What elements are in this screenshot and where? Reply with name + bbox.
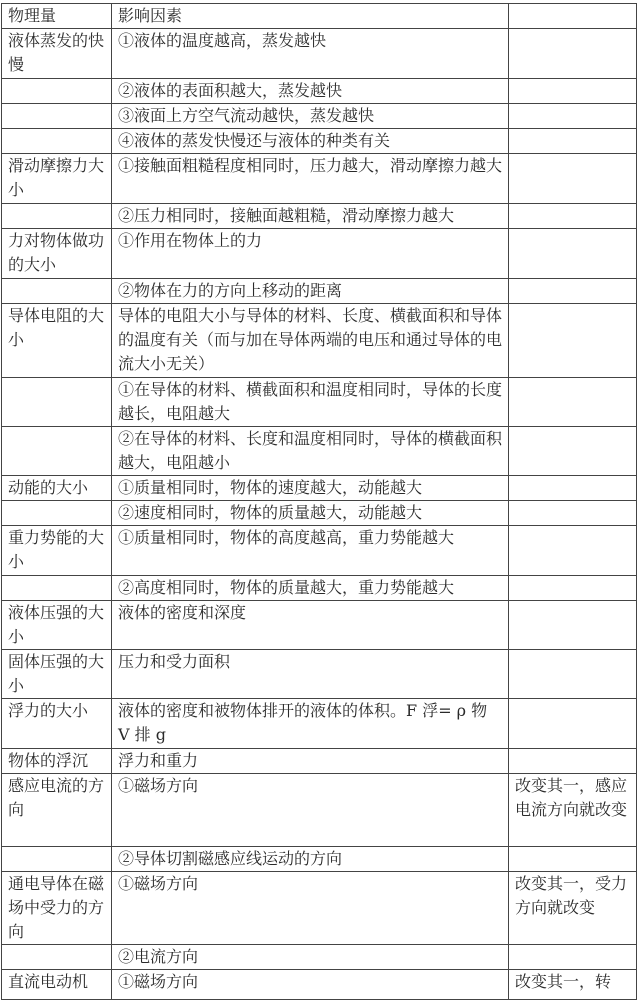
quantity-cell: 滑动摩擦力大小 (2, 154, 112, 204)
table-row (2, 650, 637, 699)
quantity-cell: 动能的大小 (2, 476, 112, 501)
factor-cell: ②液体的表面积越大，蒸发越快 (112, 79, 509, 104)
table-row (2, 601, 637, 650)
note-cell (509, 699, 637, 749)
note-cell (509, 601, 637, 650)
table-row (2, 279, 637, 304)
quantity-cell: 通电导体在磁场中受力的方向 (2, 872, 112, 945)
quantity-cell: 液体蒸发的快慢 (2, 29, 112, 79)
note-cell (509, 279, 637, 304)
factor-cell: 浮力和重力 (112, 749, 509, 774)
note-cell (509, 749, 637, 774)
note-cell (509, 945, 637, 970)
note-cell (509, 576, 637, 601)
factor-cell: ②高度相同时，物体的质量越大，重力势能越大 (112, 576, 509, 601)
table-row (2, 79, 637, 104)
quantity-cell (2, 847, 112, 872)
factor-cell: ①液体的温度越高，蒸发越快 (112, 29, 509, 79)
table-row (2, 970, 637, 1000)
note-cell (509, 526, 637, 576)
note-cell (509, 847, 637, 872)
factor-cell: 液体的密度和深度 (112, 601, 509, 650)
note-cell (509, 229, 637, 279)
quantity-cell: 浮力的大小 (2, 699, 112, 749)
quantity-cell: 固体压强的大小 (2, 650, 112, 699)
table-row (2, 774, 637, 847)
quantity-cell (2, 279, 112, 304)
factor-cell: ②压力相同时，接触面越粗糙，滑动摩擦力越大 (112, 204, 509, 229)
factor-cell: ①磁场方向 (112, 872, 509, 945)
factor-cell: ②速度相同时，物体的质量越大，动能越大 (112, 501, 509, 526)
table-row (2, 129, 637, 154)
factor-cell: 压力和受力面积 (112, 650, 509, 699)
quantity-cell: 重力势能的大小 (2, 526, 112, 576)
table-row (2, 699, 637, 749)
quantity-cell (2, 79, 112, 104)
table-row (2, 229, 637, 279)
note-cell (509, 79, 637, 104)
factor-cell: ①磁场方向 (112, 774, 509, 847)
note-cell (509, 650, 637, 699)
factor-cell: ④液体的蒸发快慢还与液体的种类有关 (112, 129, 509, 154)
table-row (2, 501, 637, 526)
quantity-cell (2, 129, 112, 154)
factor-cell: ②导体切割磁感应线运动的方向 (112, 847, 509, 872)
factor-cell: ①作用在物体上的力 (112, 229, 509, 279)
table-row (2, 204, 637, 229)
table-row (2, 29, 637, 79)
factor-cell: ③液面上方空气流动越快，蒸发越快 (112, 104, 509, 129)
quantity-cell (2, 945, 112, 970)
note-cell (509, 304, 637, 378)
header-quantity: 物理量 (2, 4, 112, 29)
factor-cell: ②电流方向 (112, 945, 509, 970)
note-cell (509, 204, 637, 229)
factor-cell: ①接触面粗糙程度相同时，压力越大，滑动摩擦力越大 (112, 154, 509, 204)
factor-cell: ①在导体的材料、横截面积和温度相同时，导体的长度越长，电阻越大 (112, 378, 509, 427)
factor-cell: ②在导体的材料、长度和温度相同时，导体的横截面积越大，电阻越小 (112, 427, 509, 476)
table-row (2, 526, 637, 576)
table-row (2, 847, 637, 872)
table-row (2, 872, 637, 945)
quantity-cell: 力对物体做功的大小 (2, 229, 112, 279)
quantity-cell: 物体的浮沉 (2, 749, 112, 774)
quantity-cell (2, 378, 112, 427)
table-row (2, 945, 637, 970)
note-cell: 改变其一，受力方向就改变 (509, 872, 637, 945)
physics-factors-table (1, 3, 637, 1000)
note-cell (509, 501, 637, 526)
factor-cell: ②物体在力的方向上移动的距离 (112, 279, 509, 304)
note-cell (509, 427, 637, 476)
table-row (2, 304, 637, 378)
note-cell (509, 154, 637, 204)
table-row (2, 476, 637, 501)
table-row (2, 378, 637, 427)
header-notes (509, 4, 637, 29)
table-row (2, 154, 637, 204)
header-row (2, 4, 637, 29)
table-row (2, 576, 637, 601)
table-row (2, 427, 637, 476)
quantity-cell (2, 427, 112, 476)
note-cell (509, 104, 637, 129)
note-cell (509, 29, 637, 79)
note-cell (509, 129, 637, 154)
note-cell: 改变其一，转 (509, 970, 637, 1000)
quantity-cell: 直流电动机 (2, 970, 112, 1000)
note-cell (509, 378, 637, 427)
quantity-cell: 感应电流的方向 (2, 774, 112, 847)
table-row (2, 749, 637, 774)
header-factors: 影响因素 (112, 4, 509, 29)
factor-cell: ①质量相同时，物体的速度越大，动能越大 (112, 476, 509, 501)
quantity-cell: 液体压强的大小 (2, 601, 112, 650)
quantity-cell (2, 576, 112, 601)
quantity-cell (2, 204, 112, 229)
quantity-cell (2, 104, 112, 129)
factor-cell: 液体的密度和被物体排开的液体的体积。F 浮= ρ 物 V 排 g (112, 699, 509, 749)
quantity-cell: 导体电阻的大小 (2, 304, 112, 378)
factor-cell: ①磁场方向 (112, 970, 509, 1000)
note-cell (509, 476, 637, 501)
note-cell: 改变其一，感应电流方向就改变 (509, 774, 637, 847)
factor-cell: ①质量相同时，物体的高度越高，重力势能越大 (112, 526, 509, 576)
quantity-cell (2, 501, 112, 526)
table-row (2, 104, 637, 129)
factor-cell: 导体的电阻大小与导体的材料、长度、横截面积和导体的温度有关（而与加在导体两端的电压和通过导体的电流大小无关） (112, 304, 509, 378)
